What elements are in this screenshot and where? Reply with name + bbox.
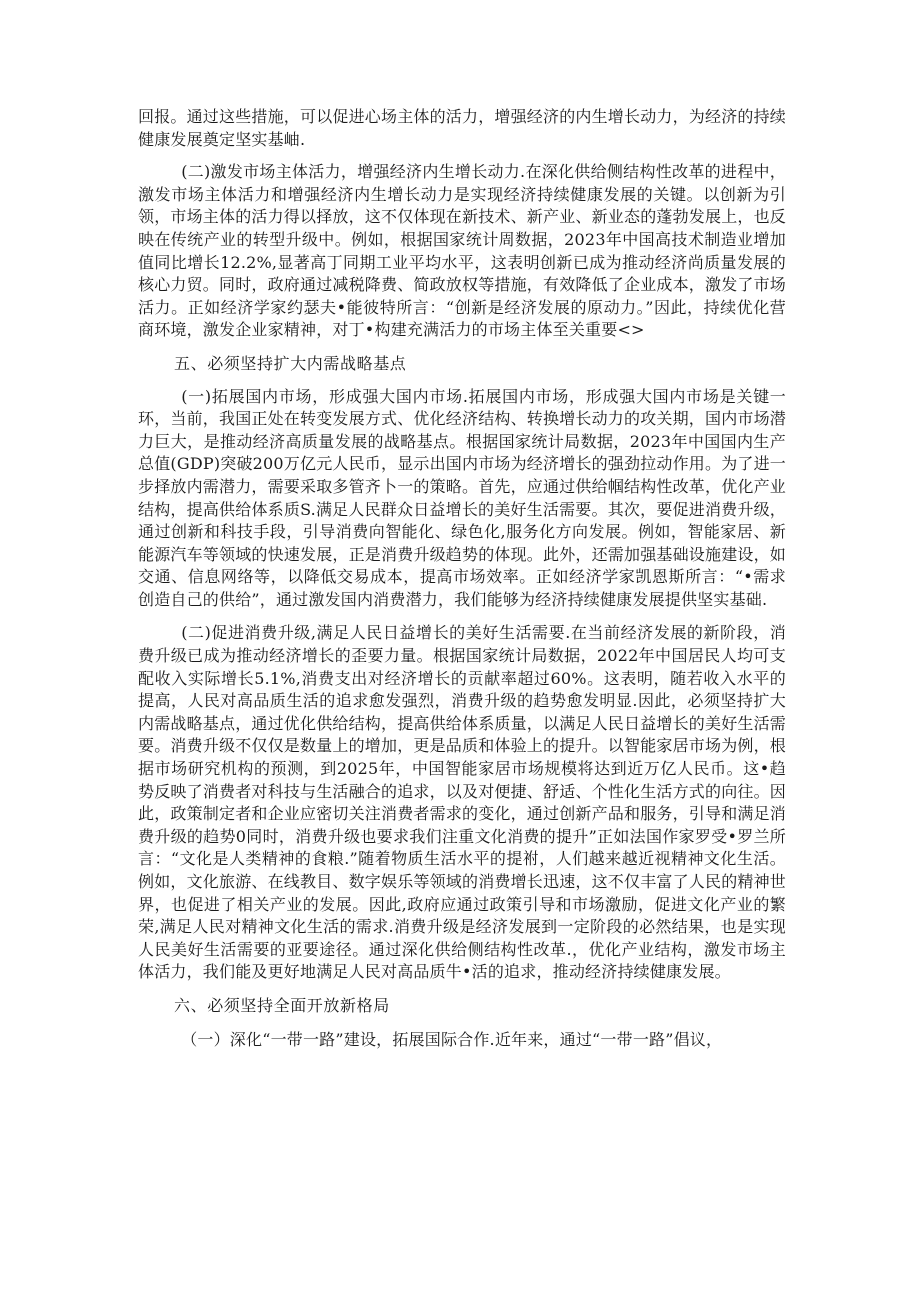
document-body [138,106,786,1051]
paragraph-continuation: 回报。通过这些措施，可以促进心场主体的活力，增强经济的内生增长动力，为经济的持续健康发展奠定坚实基岫. [138,107,787,149]
paragraph-market-vitality: (二)激发市场主体活力，增强经济内生增长动力.在深化供给侧结构性改革的进程中，激发市场主体活力和增强经济内生增长动力是实现经济持续健康发展的关键。以创新为引领，市场主体的活力得以择放，这不仅体现在新技术、新产业、新业态的蓬勃发展上，也反映在传统产业的转型升级中。例如，根据国家统计周数据，2023年中国高技术制造业增加值同比增长12.2%,显著高丁同期工业平均水平，这表明创新已成为推动经济尚质量发展的核心力贸。同时，政府通过减税降费、简政放权等措施，有效降低了企业成本，激发了市场活力。正如经济学家约瑟夫•能彼特所言：“创新是经济发展的原动力。”因此，持续优化营商环境，激发企业家精神，对丁•构建充满活力的市场主体至关重要<> [138,162,787,340]
paragraph-consumption-upgrade: (二)促进消费升级,满足人民日益增长的美好生活需要.在当前经济发展的新阶段，消费升级已成为推动经济增长的歪要力量。根据国家统计局数据，2022年中国居民人均可支配收入实际增长5.1%,消费支出对经济增长的贡献率超过60%。这表明，随若收入水平的提高，人民对高品质生活的追求愈发强烈，消费升级的趋势愈发明显.因此，必须坚持扩大内需战略基点，通过优化供给结构，提高供给体系质量，以满足人民日益增长的美好生活需要。消费升级不仅仅是数量上的增加，更是品质和体验上的提升。以智能家居市场为例，根据市场研究机构的预测，到2025年，中国智能家居市场规模将达到近万亿人民币。这•趋势反映了消费者对科技与生活融合的追求，以及对便捷、舒适、个性化生活方式的向往。因此，政策制定者和企业应密切关注消费者需求的变化，通过创新产品和服务，引导和满足消费升级的趋势0同时，消费升级也要求我们注重文化消费的提升”正如法国作家罗受•罗兰所言：“文化是人类精神的食粮.”随着物质生活水平的提祔，人们越来越近视精神文化生活。例如，文化旅游、在线教目、数字娱乐等领域的消费增长迅速，这不仅丰富了人民的精神世界，也促进了相关产业的发展。因此,政府应通过政策引导和市场激励，促进文化产业的繁荣,满足人民对精神文化生活的需求.消费升级是经济发展到一定阶段的必然结果，也是实现人民美好生活需要的亚要途径。通过深化供给侧结构性改革.，优化产业结构，激发市场主体活力，我们能及更好地满足人民对高品质牛•活的追求，推动经济持续健康发展。 [138,623,787,982]
section-heading-6: 六、必须坚持全面开放新格局 [174,995,390,1015]
paragraph-domestic-market: (一)拓展国内市场，形成强大国内市场.拓展国内市场，形成强大国内市场是关键一环，当前，我国正处在转变发展方式、优化经济结构、转换增长动力的攻关期，国内市场潜力巨大，是推动经济高质量发展的战略基点。根据国家统计局数据，2023年中国国内生产总值(GDP)突破200万亿元人民币，显示出国内市场为经济增长的强劲拉动作用。为了进一步择放内需潜力，需要采取多管齐卜一的策略。首先，应通过供给帼结构性改革，优化产业结构，提高供给体系质S.满足人民群众日益增长的美好生活需要。其次，要促进消费升级，通过创新和科技手段，引导消费向智能化、绿色化,服务化方向发展。例如，智能家居、新能源汽车等领域的快速发展，正是消费升级趋势的体现。此外，还需加强基础设施建设，如交通、信息网络等，以降低交易成本，提高市场效率。正如经济学家凯恩斯所言：“•需求创造自己的供给”，通过激发国内消费潜力，我们能够为经济持续健康发展提供坚实基础. [138,386,787,609]
paragraph-belt-and-road: （一）深化“一带一路”建设，拓展国际合作.近年来，通过“一带一路”倡议， [181,1029,723,1049]
section-heading-5: 五、必须坚持扩大内需战略基点 [174,353,407,373]
